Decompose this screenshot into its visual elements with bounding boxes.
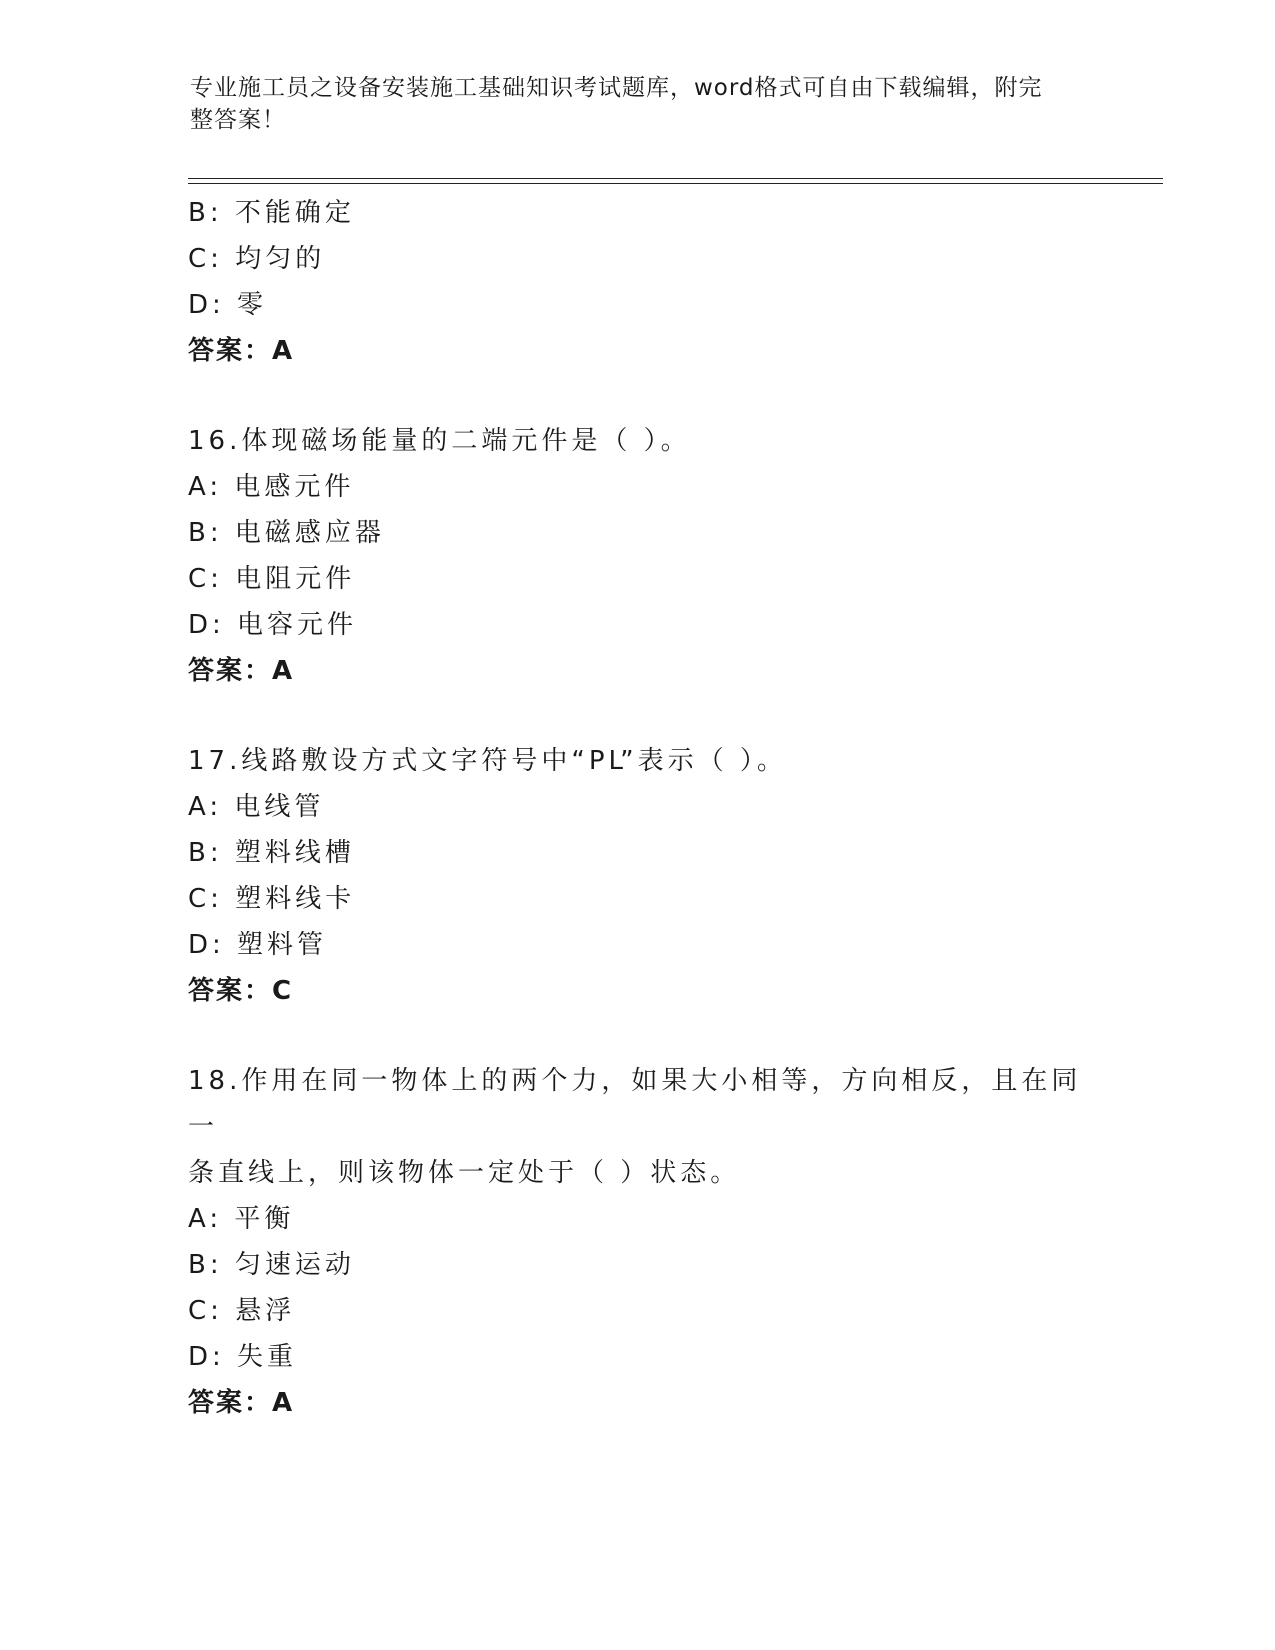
option-letter: A: [188, 472, 223, 502]
answer-line: 答案：A [188, 656, 295, 686]
option-c [188, 876, 1088, 922]
answer-line: 答案：A [188, 336, 295, 366]
option-b [188, 190, 1088, 236]
question-18 [188, 1058, 1088, 1426]
option-text: 失重 [237, 1342, 298, 1372]
header-line-2: 整答案！ [190, 107, 286, 133]
option-letter: D: [188, 610, 225, 640]
option-letter: B: [188, 518, 223, 548]
option-letter: C: [188, 244, 223, 274]
option-text: 电感元件 [234, 472, 355, 502]
option-letter: C: [188, 564, 223, 594]
question-16 [188, 418, 1088, 694]
question-text-continued: 条直线上，则该物体一定处于（ ）状态。 [188, 1158, 741, 1188]
option-text: 均匀的 [235, 244, 326, 274]
option-text: 电线管 [234, 792, 325, 822]
option-letter: C: [188, 1296, 223, 1326]
option-d [188, 922, 1088, 968]
option-a [188, 464, 1088, 510]
answer-line: 答案：A [188, 1388, 295, 1418]
option-letter: A: [188, 792, 223, 822]
question-text: 17.线路敷设方式文字符号中“PL”表示（ ）。 [188, 746, 787, 776]
header-line-1: 专业施工员之设备安装施工基础知识考试题库，word格式可自由下载编辑，附完 [190, 75, 1043, 101]
option-text: 零 [237, 290, 268, 320]
option-c [188, 236, 1088, 282]
option-letter: B: [188, 198, 223, 228]
option-text: 电磁感应器 [234, 518, 385, 548]
question-text: 16.体现磁场能量的二端元件是（ ）。 [188, 426, 691, 456]
question-17 [188, 738, 1088, 1014]
option-c [188, 556, 1088, 602]
option-b [188, 830, 1088, 876]
option-letter: C: [188, 884, 223, 914]
option-letter: B: [188, 838, 223, 868]
option-letter: D: [188, 290, 225, 320]
option-c [188, 1288, 1088, 1334]
option-text: 塑料管 [237, 930, 328, 960]
header-divider-bottom [188, 183, 1163, 184]
option-letter: A: [188, 1204, 223, 1234]
option-text: 匀速运动 [234, 1250, 355, 1280]
option-d [188, 602, 1088, 648]
option-text: 电容元件 [237, 610, 358, 640]
option-text: 悬浮 [235, 1296, 296, 1326]
option-b [188, 510, 1088, 556]
question-list [188, 190, 1088, 1426]
option-b [188, 1242, 1088, 1288]
option-text: 电阻元件 [235, 564, 356, 594]
answer-line: 答案：C [188, 976, 294, 1006]
option-letter: B: [188, 1250, 223, 1280]
previous-question-block [188, 190, 1088, 374]
option-text: 平衡 [234, 1204, 295, 1234]
header-divider-top [188, 178, 1163, 179]
option-letter: D: [188, 930, 225, 960]
option-d [188, 282, 1088, 328]
option-text: 塑料线卡 [235, 884, 356, 914]
option-a [188, 1196, 1088, 1242]
question-text: 18.作用在同一物体上的两个力，如果大小相等，方向相反，且在同一 [188, 1066, 1082, 1142]
option-text: 塑料线槽 [234, 838, 355, 868]
option-letter: D: [188, 1342, 225, 1372]
document-header [190, 72, 1090, 136]
option-a [188, 784, 1088, 830]
option-d [188, 1334, 1088, 1380]
option-text: 不能确定 [234, 198, 355, 228]
